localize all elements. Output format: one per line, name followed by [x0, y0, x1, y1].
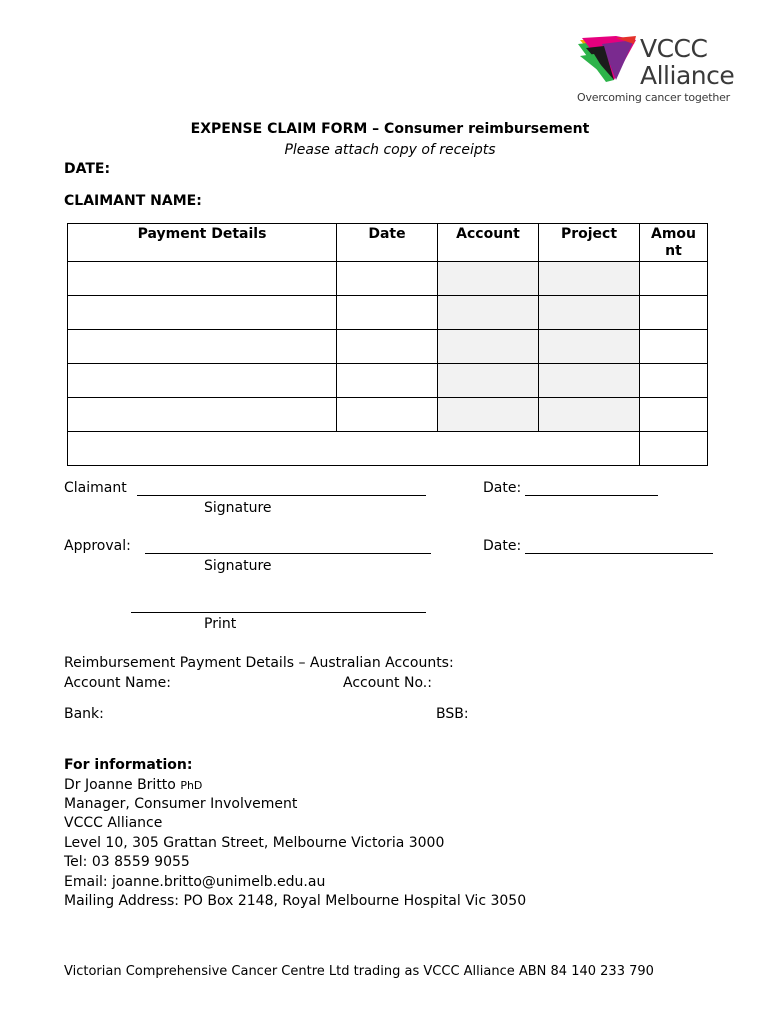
approval-signature-line[interactable]: [145, 553, 431, 554]
project-cell[interactable]: [539, 330, 640, 364]
contact-name: Dr Joanne Britto: [64, 777, 176, 793]
payment-details-cell[interactable]: [68, 296, 337, 330]
contact-mailing-address: Mailing Address: PO Box 2148, Royal Melbourne Hospital Vic 3050: [64, 893, 527, 909]
total-label-cell: [68, 432, 640, 466]
amount-cell[interactable]: [640, 398, 708, 432]
amount-cell[interactable]: [640, 330, 708, 364]
project-cell[interactable]: [539, 262, 640, 296]
logo-tagline: Overcoming cancer together: [577, 91, 730, 104]
contact-name-suffix: PhD: [180, 779, 203, 792]
contact-tel: Tel: 03 8559 9055: [64, 854, 190, 870]
table-row: [68, 296, 708, 330]
claimant-signature-caption: Signature: [204, 500, 272, 516]
col-header-amount: Amou nt: [640, 224, 708, 262]
contact-role: Manager, Consumer Involvement: [64, 796, 298, 812]
approval-signature-caption: Signature: [204, 558, 272, 574]
account-cell[interactable]: [438, 330, 539, 364]
payment-details-cell[interactable]: [68, 364, 337, 398]
project-cell[interactable]: [539, 364, 640, 398]
expense-table: [67, 223, 708, 466]
contact-address: Level 10, 305 Grattan Street, Melbourne Victoria 3000: [64, 835, 445, 851]
amount-cell[interactable]: [640, 296, 708, 330]
approval-signature-label: Approval:: [64, 538, 131, 554]
project-cell[interactable]: [539, 398, 640, 432]
date-cell[interactable]: [337, 330, 438, 364]
contact-email[interactable]: Email: joanne.britto@unimelb.edu.au: [64, 874, 326, 890]
table-header-row: [68, 224, 708, 262]
bsb-label: BSB:: [436, 706, 469, 722]
account-cell[interactable]: [438, 296, 539, 330]
payment-details-cell[interactable]: [68, 330, 337, 364]
date-cell[interactable]: [337, 296, 438, 330]
account-name-label: Account Name:: [64, 675, 171, 691]
account-cell[interactable]: [438, 364, 539, 398]
contact-heading: For information:: [64, 757, 193, 773]
approval-date-label: Date:: [483, 538, 522, 554]
amount-cell[interactable]: [640, 364, 708, 398]
claimant-signature-label: Claimant: [64, 480, 127, 496]
account-cell[interactable]: [438, 262, 539, 296]
claimant-date-label: Date:: [483, 480, 522, 496]
footer-text: Victorian Comprehensive Cancer Centre Ltd trading as VCCC Alliance ABN 84 140 233 790: [64, 964, 654, 979]
date-cell[interactable]: [337, 398, 438, 432]
total-amount-cell[interactable]: [640, 432, 708, 466]
contact-org: VCCC Alliance: [64, 815, 163, 831]
print-name-line[interactable]: [131, 612, 426, 613]
logo-text-alliance: Alliance: [640, 61, 735, 90]
form-title: EXPENSE CLAIM FORM – Consumer reimbursement: [190, 121, 590, 137]
payment-details-cell[interactable]: [68, 398, 337, 432]
amount-cell[interactable]: [640, 262, 708, 296]
bank-label: Bank:: [64, 706, 104, 722]
col-header-project: Project: [539, 224, 640, 262]
claimant-date-line[interactable]: [525, 495, 658, 496]
contact-name-line: [64, 777, 202, 793]
total-row: [68, 432, 708, 466]
col-header-payment-details: Payment Details: [68, 224, 337, 262]
col-header-account: Account: [438, 224, 539, 262]
claimant-signature-line[interactable]: [137, 495, 426, 496]
vccc-alliance-logo: [576, 34, 736, 108]
print-caption: Print: [204, 616, 237, 632]
account-cell[interactable]: [438, 398, 539, 432]
approval-date-line[interactable]: [525, 553, 713, 554]
project-cell[interactable]: [539, 296, 640, 330]
table-row: [68, 330, 708, 364]
date-cell[interactable]: [337, 364, 438, 398]
payment-details-cell[interactable]: [68, 262, 337, 296]
date-cell[interactable]: [337, 262, 438, 296]
logo-mark-icon: [576, 34, 638, 84]
reimbursement-heading: Reimbursement Payment Details – Australian Accounts:: [64, 655, 454, 671]
account-no-label: Account No.:: [343, 675, 432, 691]
logo-text-vccc: VCCC: [640, 34, 708, 63]
table-row: [68, 398, 708, 432]
date-label: DATE:: [64, 161, 111, 177]
claimant-name-label: CLAIMANT NAME:: [64, 193, 202, 209]
table-row: [68, 364, 708, 398]
table-row: [68, 262, 708, 296]
form-subtitle: Please attach copy of receipts: [284, 142, 496, 158]
col-header-date: Date: [337, 224, 438, 262]
